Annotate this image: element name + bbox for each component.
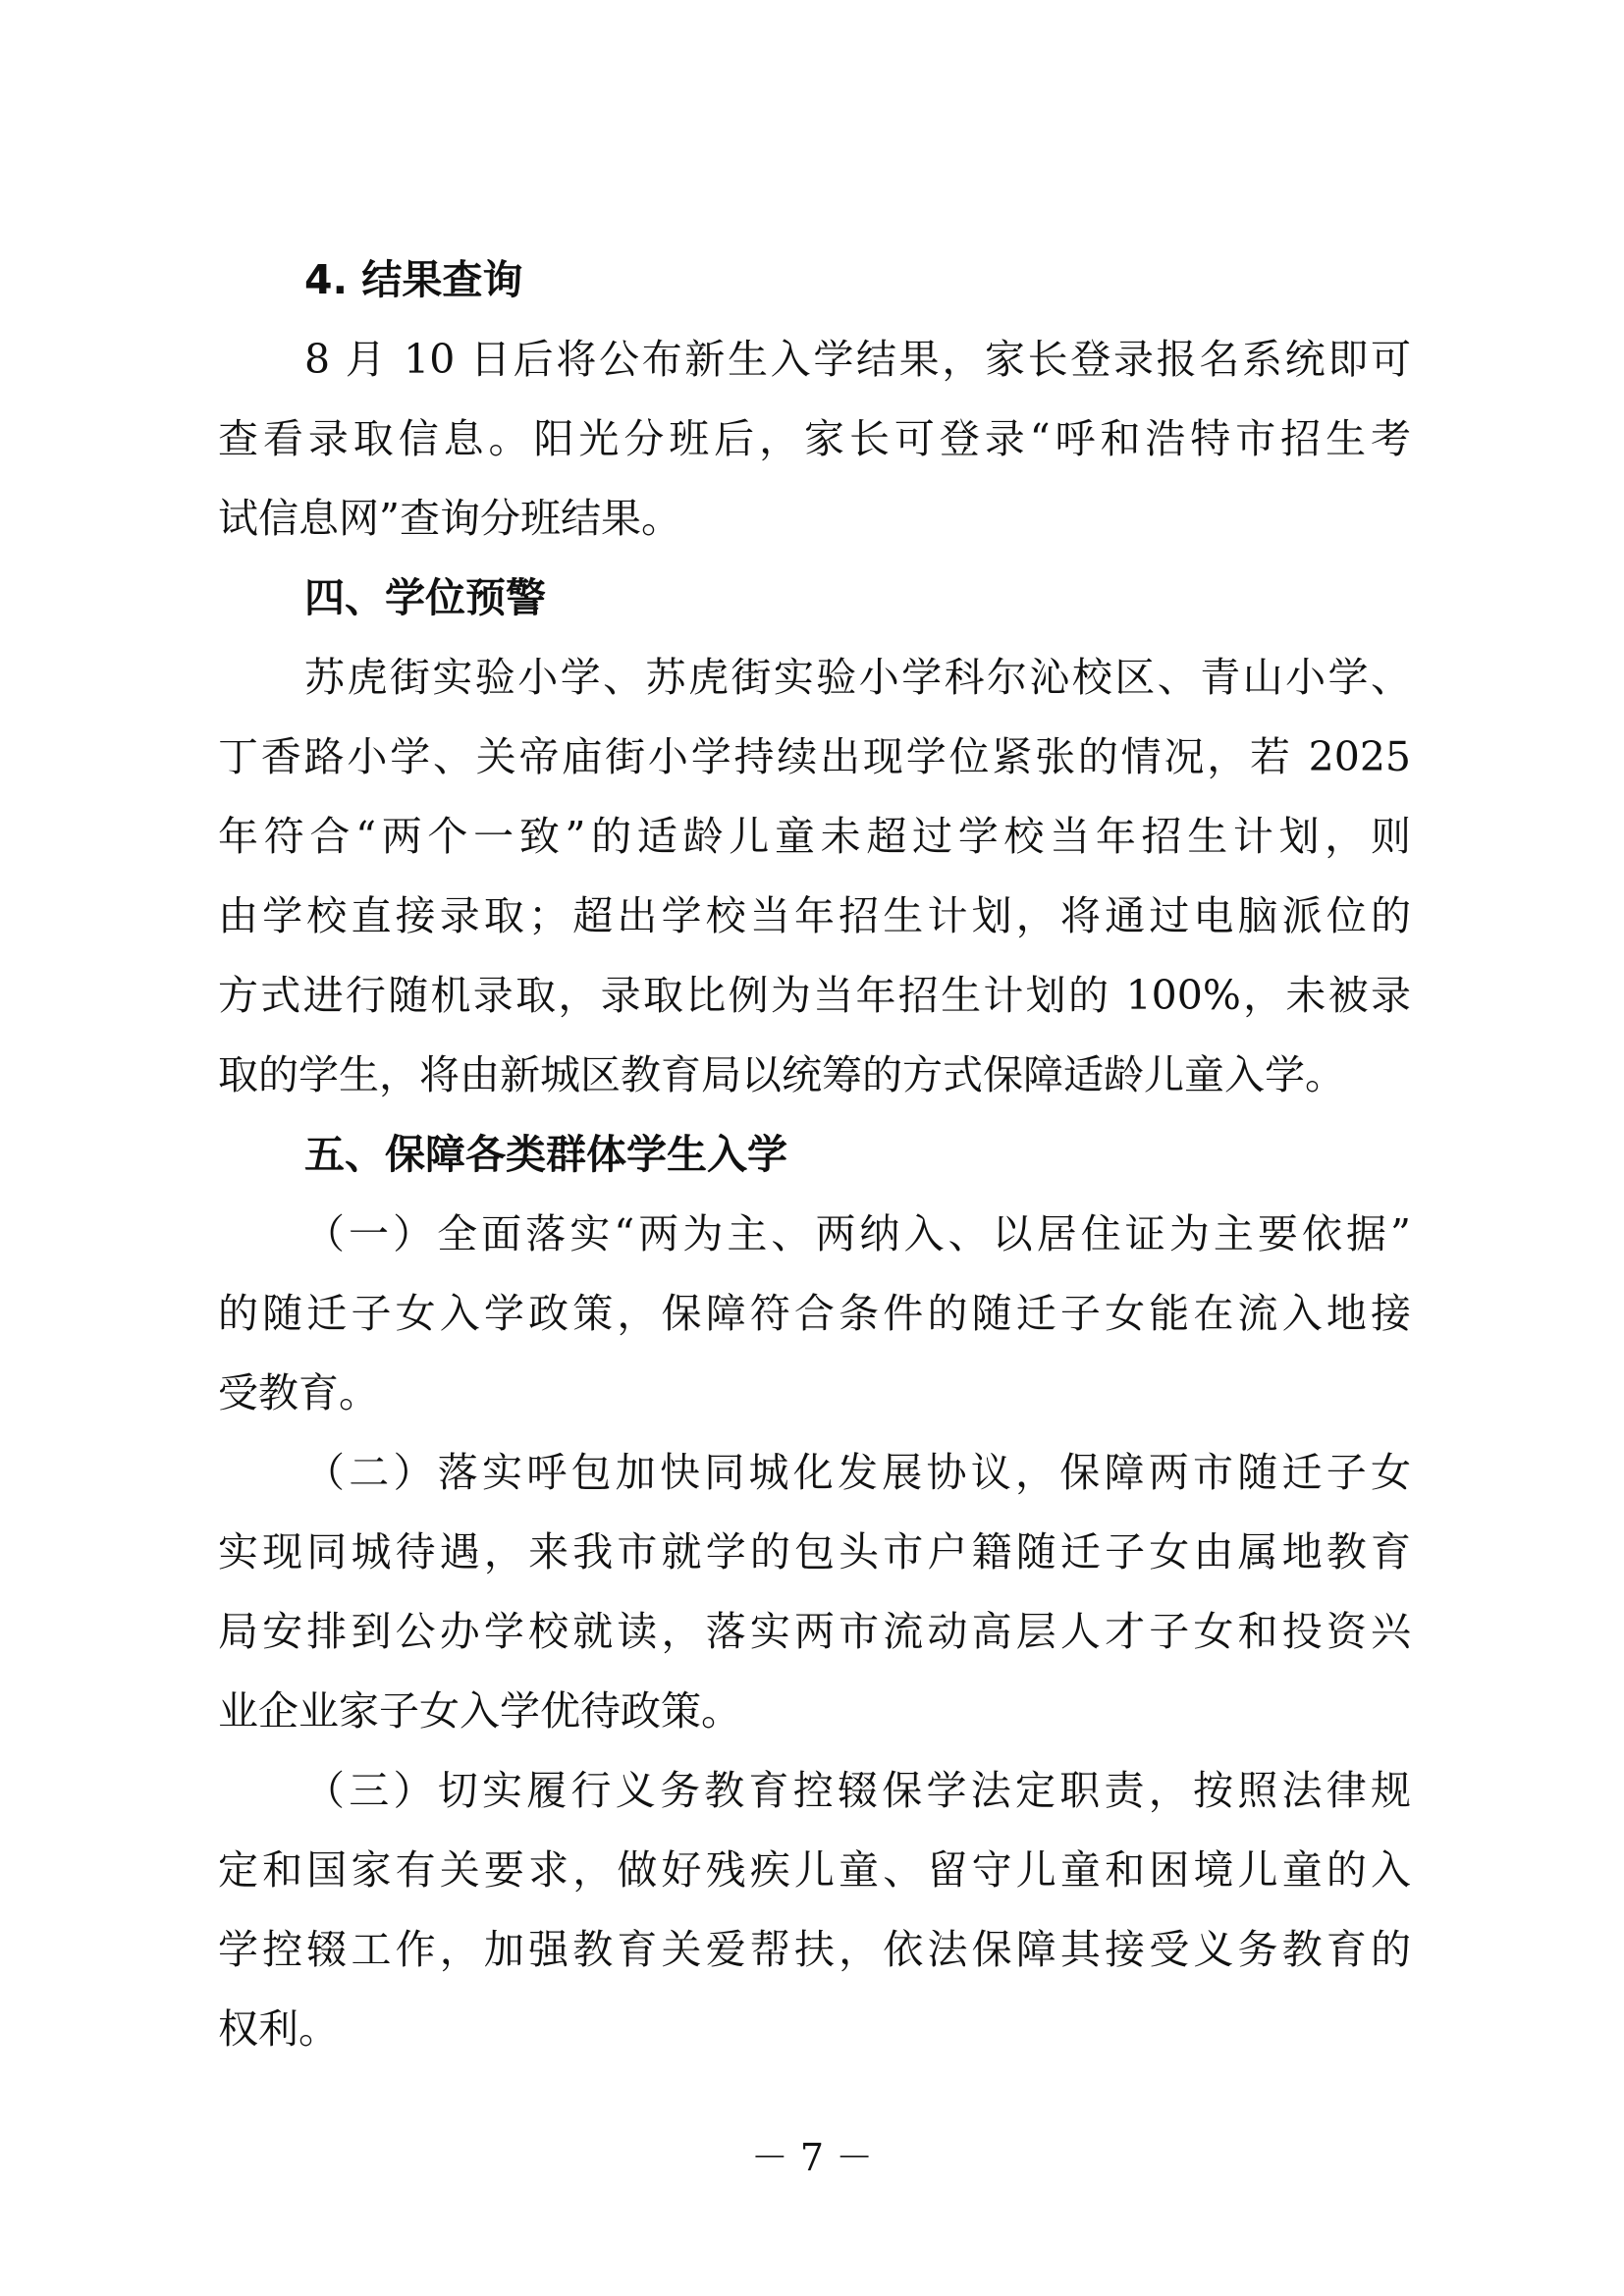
paragraph-guarantee-1	[218, 1195, 1411, 1433]
text-line: 8 月 10 日后将公布新生入学结果，家长登录报名系统即可	[304, 336, 1411, 383]
text-line: 由学校直接录取；超出学校当年招生计划，将通过电脑派位的	[218, 892, 1411, 939]
text-line: 查看录取信息。阳光分班后，家长可登录“呼和浩特市招生考	[218, 415, 1411, 462]
text-line: （二）落实呼包加快同城化发展协议，保障两市随迁子女	[304, 1449, 1411, 1496]
text-line: （一）全面落实“两为主、两纳入、以居住证为主要依据”	[304, 1210, 1411, 1257]
text-line: 定和国家有关要求，做好残疾儿童、留守儿童和困境儿童的入	[218, 1846, 1411, 1894]
text-line: 苏虎街实验小学、苏虎街实验小学科尔沁校区、青山小学、	[304, 654, 1411, 701]
paragraph-seat-warning	[218, 638, 1411, 1115]
text-line: 取的学生，将由新城区教育局以统筹的方式保障适龄儿童入学。	[218, 1051, 1345, 1098]
paragraph-result-query	[218, 320, 1411, 559]
text-line: （三）切实履行义务教育控辍保学法定职责，按照法律规	[304, 1767, 1411, 1814]
text-line: 试信息网”查询分班结果。	[218, 495, 681, 542]
paragraph-guarantee-2	[218, 1433, 1411, 1751]
text-line: 方式进行随机录取，录取比例为当年招生计划的 100%，未被录	[218, 972, 1411, 1019]
text-line: 局安排到公办学校就读，落实两市流动高层人才子女和投资兴	[218, 1608, 1411, 1655]
text-line: 实现同城待遇，来我市就学的包头市户籍随迁子女由属地教育	[218, 1528, 1411, 1575]
text-line: 学控辍工作，加强教育关爱帮扶，依法保障其接受义务教育的	[218, 1926, 1411, 1973]
text-line: 丁香路小学、关帝庙街小学持续出现学位紧张的情况，若 2025	[218, 733, 1411, 780]
text-line: 年符合“两个一致”的适龄儿童未超过学校当年招生计划，则	[218, 813, 1411, 860]
heading-guarantee-enrollment: 五、保障各类群体学生入学	[304, 1131, 787, 1178]
text-line: 受教育。	[218, 1369, 379, 1416]
page-number: － 7 －	[750, 2136, 874, 2179]
text-line: 权利。	[218, 2005, 339, 2053]
text-line: 业企业家子女入学优待政策。	[218, 1687, 741, 1735]
heading-seat-warning: 四、学位预警	[304, 574, 546, 621]
paragraph-guarantee-3	[218, 1751, 1411, 2069]
document-body	[218, 240, 1411, 2069]
text-line: 的随迁子女入学政策，保障符合条件的随迁子女能在流入地接	[218, 1290, 1411, 1337]
heading-result-query: 4. 结果查询	[304, 256, 523, 303]
